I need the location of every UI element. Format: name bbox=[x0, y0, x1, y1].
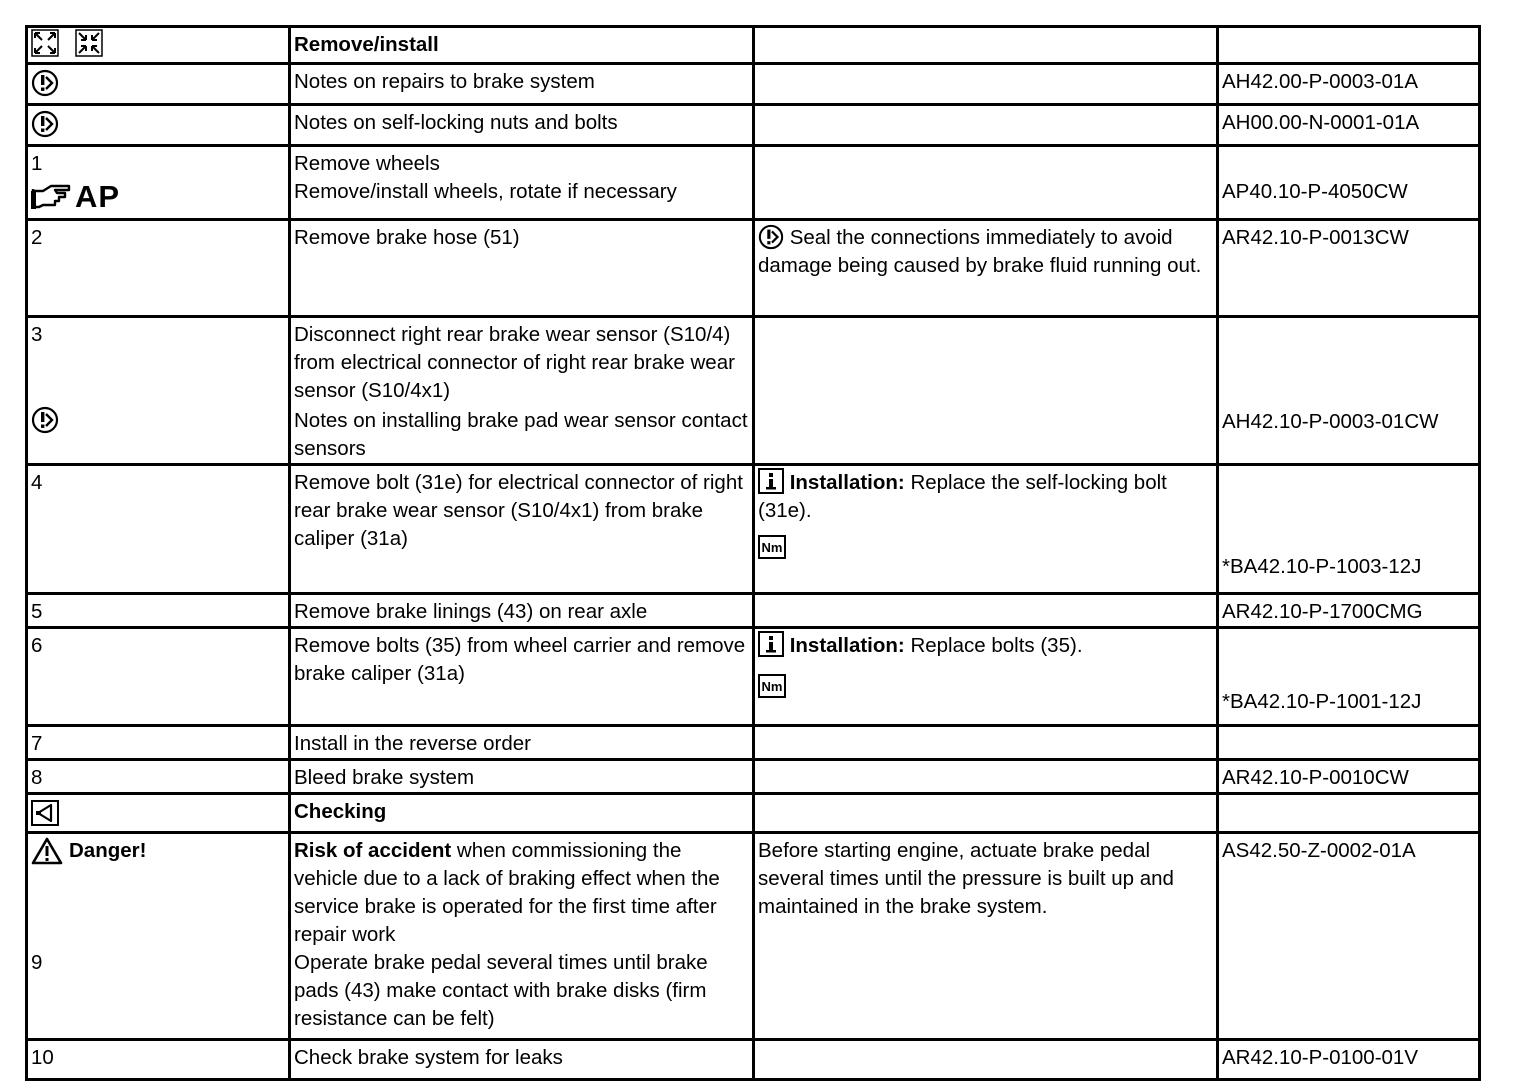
doc-reference-link[interactable]: AH42.10-P-0003-01CW bbox=[1222, 410, 1439, 433]
step-number: 7 bbox=[27, 726, 290, 760]
installation-label: Installation: bbox=[789, 634, 905, 657]
doc-reference-link[interactable]: AR42.10-P-0013CW bbox=[1218, 220, 1480, 317]
ap-label: AP bbox=[75, 179, 121, 214]
doc-reference-link[interactable]: AR42.10-P-1700CMG bbox=[1218, 594, 1480, 628]
doc-reference-link[interactable]: AR42.10-P-0010CW bbox=[1218, 760, 1480, 794]
doc-reference-link[interactable]: AR42.10-P-0100-01V bbox=[1218, 1040, 1480, 1080]
table-row bbox=[27, 628, 1480, 726]
note-text: Notes on repairs to brake system bbox=[290, 64, 754, 105]
doc-reference-link[interactable]: AP40.10-P-4050CW bbox=[1222, 180, 1408, 203]
doc-reference-link[interactable]: *BA42.10-P-1001-12J bbox=[1222, 690, 1422, 713]
step-text: Operate brake pedal several times until brake pads (43) make contact with brake disks (firm resistance can be felt) bbox=[294, 951, 708, 1030]
note-icon bbox=[758, 224, 784, 250]
step-text: Notes on installing brake pad wear sensor contact sensors bbox=[294, 409, 748, 460]
step-text: Install in the reverse order bbox=[290, 726, 754, 760]
step-text: Disconnect right rear brake wear sensor (S10/4) from electrical connector of right rear brake wear sensor (S10/4x1) bbox=[294, 323, 735, 402]
svg-text:Nm: Nm bbox=[761, 679, 783, 694]
step-number: 8 bbox=[27, 760, 290, 794]
step-note: Seal the connections immediately to avoid damage being caused by brake fluid running out. bbox=[758, 226, 1202, 277]
table-row bbox=[27, 220, 1480, 317]
step-text: Bleed brake system bbox=[290, 760, 754, 794]
step-text: Remove/install wheels, rotate if necessary bbox=[294, 180, 677, 203]
danger-triangle-icon bbox=[31, 837, 63, 865]
doc-reference-link[interactable]: AH00.00-N-0001-01A bbox=[1218, 105, 1480, 146]
step-text: Remove wheels bbox=[294, 152, 440, 175]
table-row bbox=[27, 27, 1480, 64]
step-text: Remove bolt (31e) for electrical connector of right rear brake wear sensor (S10/4x1) from brake caliper (31a) bbox=[290, 465, 754, 594]
svg-text:Nm: Nm bbox=[761, 540, 783, 555]
step-number: 3 bbox=[31, 323, 43, 346]
hand-pointer-icon bbox=[31, 183, 71, 211]
torque-nm-icon bbox=[758, 535, 786, 559]
step-number: 6 bbox=[27, 628, 290, 726]
doc-reference-link[interactable]: *BA42.10-P-1003-12J bbox=[1222, 555, 1422, 578]
step-text: Remove brake linings (43) on rear axle bbox=[290, 594, 754, 628]
doc-reference-link[interactable]: AH42.00-P-0003-01A bbox=[1218, 64, 1480, 105]
installation-text: Replace bolts (35). bbox=[910, 634, 1083, 657]
step-text: Remove bolts (35) from wheel carrier and remove brake caliper (31a) bbox=[290, 628, 754, 726]
doc-reference-link[interactable]: AS42.50-Z-0002-01A bbox=[1218, 833, 1480, 1040]
table-row bbox=[27, 1040, 1480, 1080]
step-number: 1 bbox=[31, 152, 43, 175]
risk-label: Risk of accident bbox=[294, 839, 452, 862]
table-row bbox=[27, 760, 1480, 794]
risk-text: when commissioning the vehicle due to a lack of braking effect when the service brake is operated for the first time after repair work bbox=[294, 839, 720, 946]
step-note: Before starting engine, actuate brake pedal several times until the pressure is built up and maintained in the brake system. bbox=[754, 833, 1218, 1040]
section-title: Checking bbox=[290, 794, 754, 833]
step-number: 2 bbox=[27, 220, 290, 317]
table-row bbox=[27, 64, 1480, 105]
table-row bbox=[27, 465, 1480, 594]
checking-icon bbox=[31, 800, 59, 826]
table-row bbox=[27, 317, 1480, 465]
table-row bbox=[27, 594, 1480, 628]
procedure-table bbox=[25, 25, 1481, 1081]
info-icon bbox=[758, 631, 784, 657]
step-text: Check brake system for leaks bbox=[290, 1040, 754, 1080]
torque-nm-icon bbox=[758, 674, 786, 698]
info-icon bbox=[758, 468, 784, 494]
step-number: 9 bbox=[31, 951, 43, 974]
header-icons-cell bbox=[27, 27, 290, 64]
installation-text: Replace the self-locking bolt (31e). bbox=[758, 471, 1167, 522]
table-row bbox=[27, 146, 1480, 220]
note-icon bbox=[31, 406, 59, 434]
table-row bbox=[27, 833, 1480, 1040]
step-number: 4 bbox=[27, 465, 290, 594]
install-icon bbox=[75, 29, 103, 57]
table-row bbox=[27, 726, 1480, 760]
danger-label: Danger! bbox=[69, 839, 147, 862]
table-row bbox=[27, 105, 1480, 146]
installation-label: Installation: bbox=[789, 471, 905, 494]
step-number: 10 bbox=[27, 1040, 290, 1080]
note-icon bbox=[31, 110, 59, 138]
table-row bbox=[27, 794, 1480, 833]
step-number: 5 bbox=[27, 594, 290, 628]
note-icon bbox=[31, 69, 59, 97]
note-text: Notes on self-locking nuts and bolts bbox=[290, 105, 754, 146]
step-text: Remove brake hose (51) bbox=[290, 220, 754, 317]
remove-icon bbox=[31, 29, 59, 57]
section-title: Remove/install bbox=[290, 27, 754, 64]
